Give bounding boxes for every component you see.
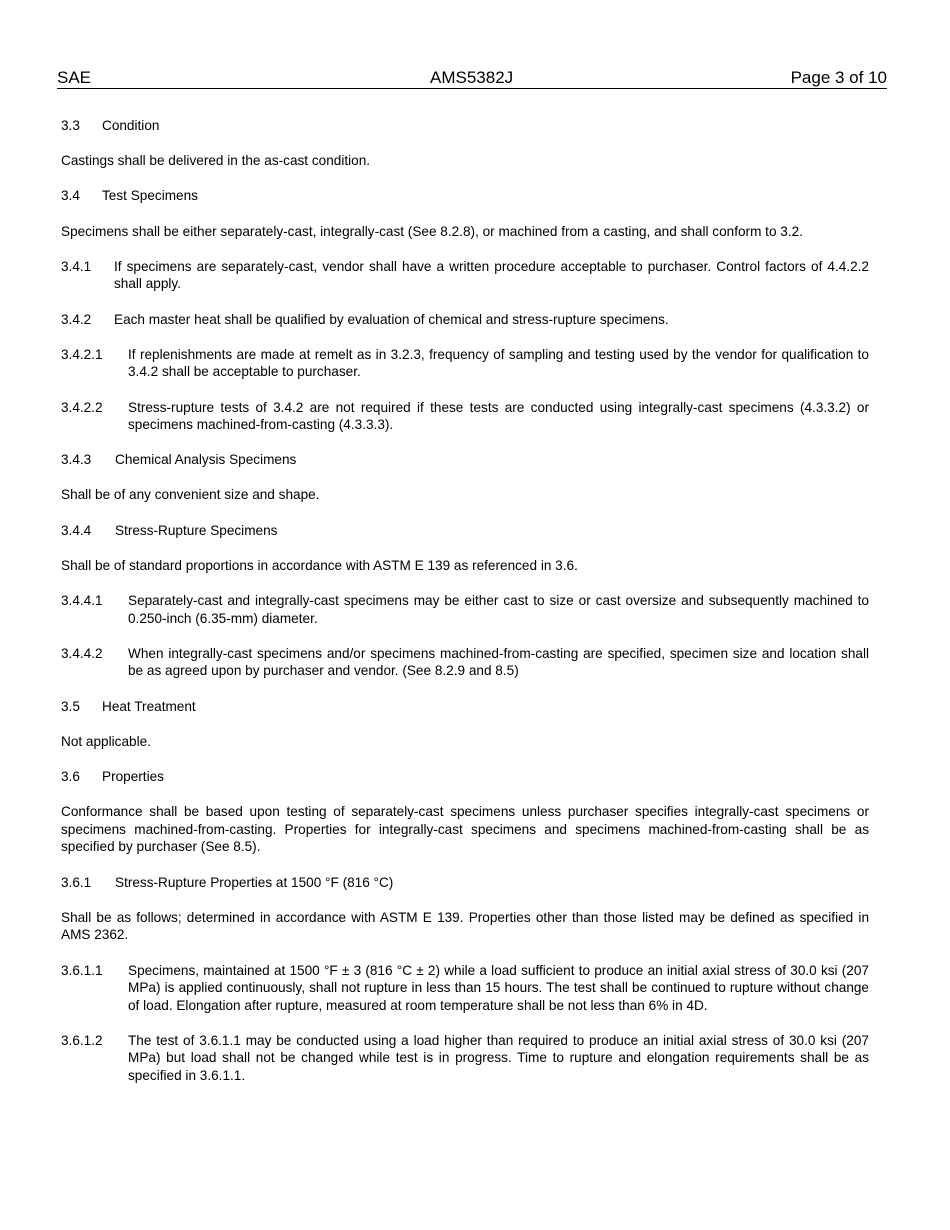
clause-text: If specimens are separately-cast, vendor shall have a written procedure acceptable to purchaser. Control factors of 4.4.2.2 shall apply. xyxy=(114,258,869,292)
clause-text: Each master heat shall be qualified by evaluation of chemical and stress-rupture specimens. xyxy=(114,311,669,327)
section-heading-3-6 xyxy=(61,768,869,786)
document-body xyxy=(61,117,869,1102)
section-number: 3.4 xyxy=(61,188,80,204)
paragraph-3-4-4: Shall be of standard proportions in accordance with ASTM E 139 as referenced in 3.6. xyxy=(61,557,578,573)
paragraph-3-6: Conformance shall be based upon testing of separately-cast specimens unless purchaser specifies integrally-cast specimens or specimens machined-from-casting. Properties for integrally-cast specimens and specimens machined-from-casting shall be as specified by purchaser (See 8.5). xyxy=(61,804,869,855)
section-heading-3-4 xyxy=(61,187,869,205)
section-heading-3-3 xyxy=(61,117,869,135)
clause-number: 3.6.1.1 xyxy=(61,962,103,978)
clause-number: 3.4.4.1 xyxy=(61,593,103,609)
clause-text: Stress-rupture tests of 3.4.2 are not required if these tests are conducted using integrally-cast specimens (4.3.3.2) or specimens machined-from-casting (4.3.3.3). xyxy=(128,399,869,433)
section-number: 3.5 xyxy=(61,698,80,714)
section-title: Condition xyxy=(102,118,160,133)
section-title: Test Specimens xyxy=(102,188,198,204)
paragraph-3-4-3: Shall be of any convenient size and shape. xyxy=(61,487,320,503)
section-heading-3-4-3 xyxy=(61,451,869,469)
section-heading-3-4-4 xyxy=(61,522,869,540)
clause-text: When integrally-cast specimens and/or specimens machined-from-casting are specified, specimen size and location shall be as agreed upon by purchaser and vendor. (See 8.2.9 and 8.5) xyxy=(128,645,869,679)
clause-text: Specimens, maintained at 1500 °F ± 3 (816 °C ± 2) while a load sufficient to produce an initial axial stress of 30.0 ksi (207 MPa) is applied continuously, shall not rupture in less than 15 hours. The test shall be continued to rupture without change of load. Elongation after rupture, measured at room temperature shall be not less than 6% in 4D. xyxy=(128,962,869,1013)
clause-3-4-2-2 xyxy=(61,399,869,434)
section-heading-3-6-1 xyxy=(61,874,869,892)
clause-3-6-1-2 xyxy=(61,1032,869,1085)
paragraph-3-4: Specimens shall be either separately-cast, integrally-cast (See 8.2.8), or machined from a casting, and shall conform to 3.2. xyxy=(61,223,803,239)
paragraph-3-6-1: Shall be as follows; determined in accordance with ASTM E 139. Properties other than those listed may be defined as specified in AMS 2362. xyxy=(61,909,869,943)
paragraph-3-3: Castings shall be delivered in the as-cast condition. xyxy=(61,153,371,169)
header-organization: SAE xyxy=(57,68,92,87)
header-page-number: Page 3 of 10 xyxy=(790,68,887,87)
clause-number: 3.4.1 xyxy=(61,258,92,274)
section-number: 3.3 xyxy=(61,118,80,133)
clause-number: 3.4.2.1 xyxy=(61,346,103,362)
header-document-id: AMS5382J xyxy=(430,68,514,87)
section-title: Stress-Rupture Specimens xyxy=(115,522,278,538)
paragraph-3-5: Not applicable. xyxy=(61,733,151,749)
section-number: 3.6.1 xyxy=(61,874,92,890)
clause-text: If replenishments are made at remelt as in 3.2.3, frequency of sampling and testing used by the vendor for qualification to 3.4.2 shall be acceptable to purchaser. xyxy=(128,346,869,380)
clause-3-4-2 xyxy=(61,311,869,329)
section-title: Stress-Rupture Properties at 1500 °F (816 °C) xyxy=(115,874,394,890)
clause-number: 3.4.2 xyxy=(61,311,92,327)
section-number: 3.6 xyxy=(61,768,80,784)
clause-text: The test of 3.6.1.1 may be conducted using a load higher than required to produce an initial axial stress of 30.0 ksi (207 MPa) but load shall not be changed while test is in progress. Time to rupture and elongation requirements shall be as specified in 3.6.1.1. xyxy=(128,1032,869,1084)
section-number: 3.4.4 xyxy=(61,522,92,538)
clause-3-6-1-1 xyxy=(61,962,869,1015)
section-heading-3-5 xyxy=(61,698,869,716)
section-title: Chemical Analysis Specimens xyxy=(115,452,297,468)
section-title: Heat Treatment xyxy=(102,698,196,714)
clause-text: Separately-cast and integrally-cast specimens may be either cast to size or cast oversize and subsequently machined to 0.250-inch (6.35-mm) diameter. xyxy=(128,593,869,626)
clause-3-4-4-2 xyxy=(61,645,869,680)
clause-3-4-2-1 xyxy=(61,346,869,381)
clause-3-4-1 xyxy=(61,258,869,293)
clause-number: 3.4.4.2 xyxy=(61,645,103,661)
clause-number: 3.4.2.2 xyxy=(61,399,103,415)
clause-number: 3.6.1.2 xyxy=(61,1032,103,1048)
section-number: 3.4.3 xyxy=(61,452,92,468)
page-header xyxy=(57,68,887,89)
section-title: Properties xyxy=(102,768,164,784)
clause-3-4-4-1 xyxy=(61,592,869,627)
